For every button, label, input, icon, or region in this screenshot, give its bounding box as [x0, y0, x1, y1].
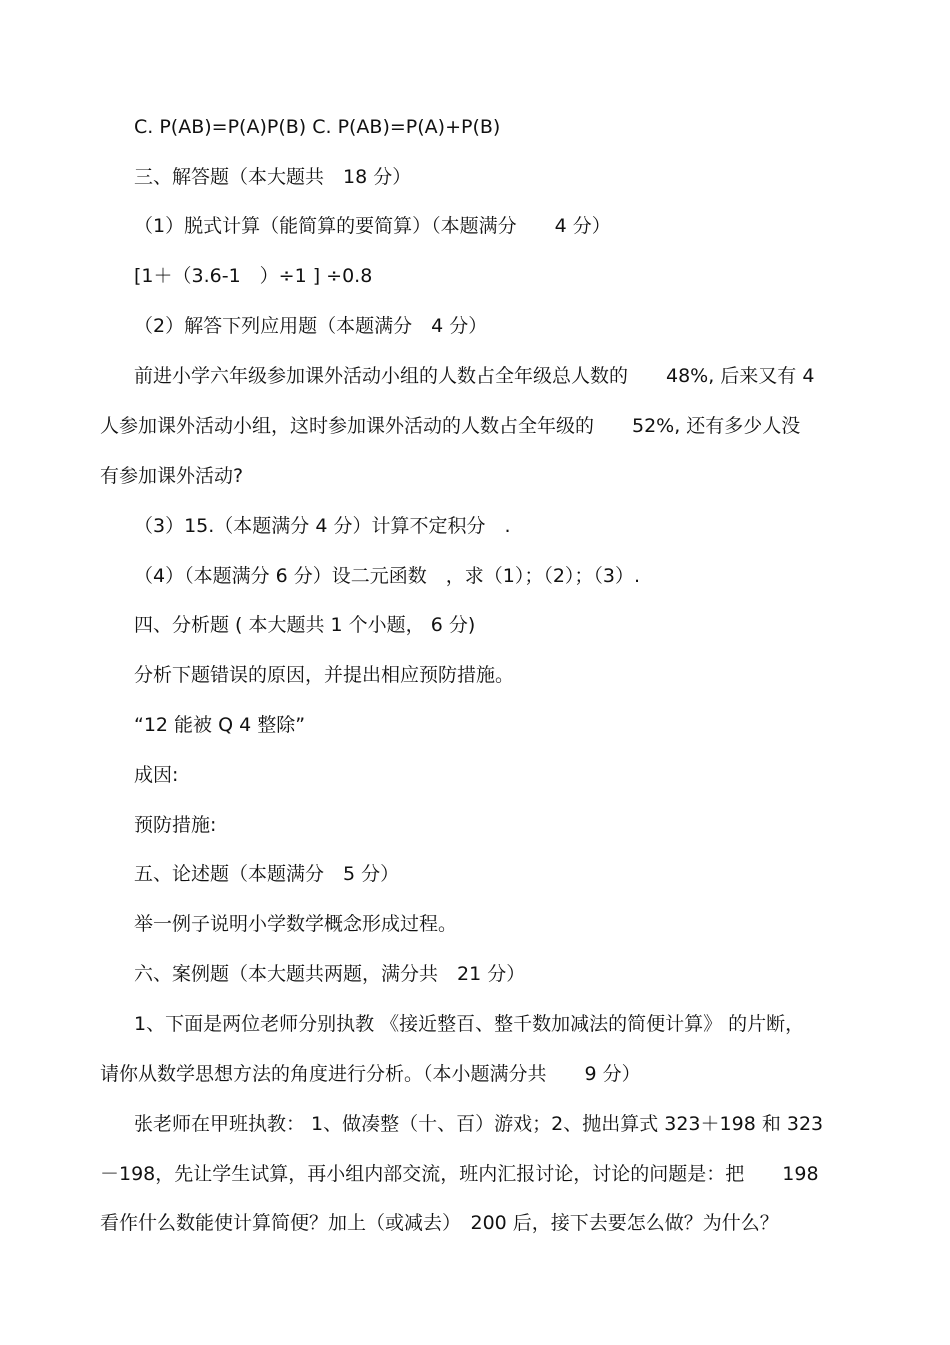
- case-1-line-4: －198，先让学生试算，再小组内部交流，班内汇报讨论，讨论的问题是：把 198: [100, 1163, 819, 1185]
- cause-label: 成因:: [134, 764, 179, 786]
- question-1-heading: （1）脱式计算（能简算的要简算）（本题满分 4 分）: [134, 215, 611, 237]
- case-1-line-2: 请你从数学思想方法的角度进行分析。（本小题满分共 9 分）: [100, 1063, 641, 1085]
- expression-line: [1＋（3.6-1 ）÷1 ] ÷0.8: [134, 265, 373, 287]
- analysis-instruction: 分析下题错误的原因，并提出相应预防措施。: [134, 664, 515, 686]
- essay-prompt: 举一例子说明小学数学概念形成过程。: [134, 913, 458, 935]
- problem-text-line-2: 人参加课外活动小组，这时参加课外活动的人数占全年级的 52%, 还有多少人没: [100, 415, 801, 437]
- section-6-heading: 六、案例题（本大题共两题，满分共 21 分）: [134, 963, 526, 985]
- prevention-label: 预防措施:: [134, 814, 217, 836]
- case-1-line-5: 看作什么数能使计算简便？加上（或减去） 200 后，接下去要怎么做？为什么？: [100, 1212, 779, 1234]
- case-1-line-1: 1、下面是两位老师分别执教 《接近整百、整千数加减法的简便计算》 的片断，: [134, 1013, 805, 1035]
- section-4-heading: 四、分析题 ( 本大题共 1 个小题， 6 分): [134, 614, 476, 636]
- option-c-line: C. P(AB)=P(A)P(B) C. P(AB)=P(A)+P(B): [134, 116, 501, 138]
- section-5-heading: 五、论述题（本题满分 5 分）: [134, 863, 400, 885]
- question-2-heading: （2）解答下列应用题（本题满分 4 分）: [134, 315, 488, 337]
- problem-text-line-3: 有参加课外活动?: [100, 465, 244, 487]
- question-3-heading: （3）15.（本题满分 4 分）计算不定积分 .: [134, 515, 511, 537]
- problem-text-line-1: 前进小学六年级参加课外活动小组的人数占全年级总人数的 48%, 后来又有 4: [134, 365, 815, 387]
- question-4-heading: （4）（本题满分 6 分）设二元函数 ，求（1）；（2）；（3）.: [134, 565, 641, 587]
- section-3-heading: 三、解答题（本大题共 18 分）: [134, 166, 412, 188]
- case-1-line-3: 张老师在甲班执教： 1、做凑整（十、百）游戏；2、抛出算式 323＋198 和 323: [134, 1113, 824, 1135]
- analysis-statement: “12 能被 Q 4 整除”: [134, 714, 306, 736]
